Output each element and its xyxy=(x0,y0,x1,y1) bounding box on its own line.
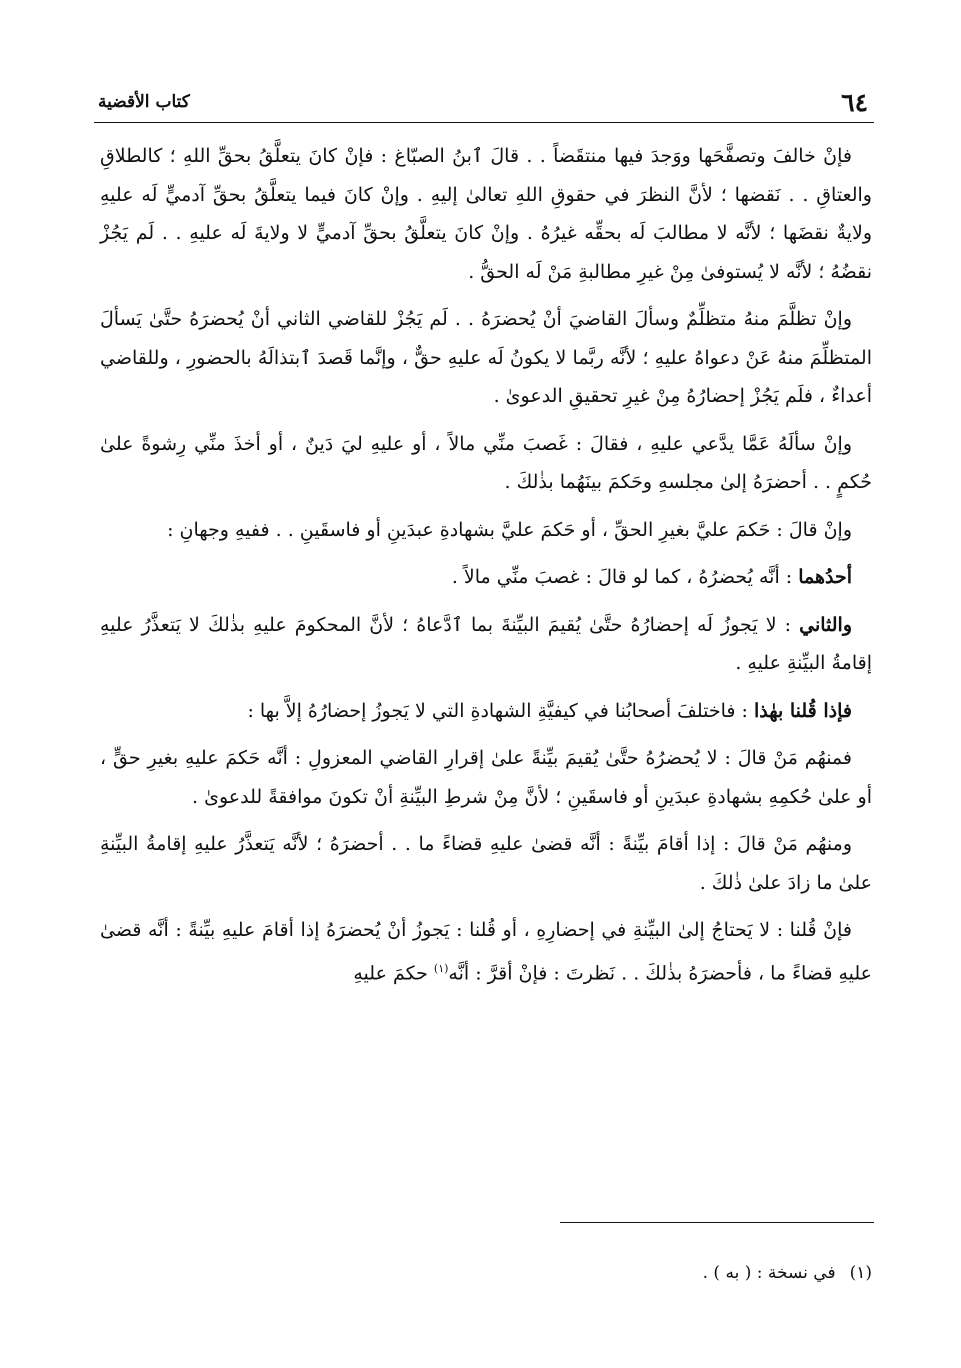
page-header xyxy=(94,82,874,123)
footnote-divider xyxy=(560,1222,874,1223)
paragraph xyxy=(100,300,872,416)
page-number: ٦٤ xyxy=(841,87,868,117)
footnote-mark: (١) xyxy=(849,1263,872,1283)
paragraph xyxy=(100,739,872,816)
paragraph-text: : فاختلفَ أصحابُنا في كيفيَّةِ الشهادةِ التي لا يَجوزُ إحضارُهُ إلاَّ بها : xyxy=(247,699,754,722)
paragraph xyxy=(100,825,872,902)
paragraph-text: وإنْ قالَ : حَكمَ عليَّ بغيرِ الحقِّ ، أو حَكمَ عليَّ بشهادةِ عبدَينِ أو فاسقَينِ . . ففيهِ وجهانِ : xyxy=(167,518,852,541)
footnote-reference[interactable]: (١) xyxy=(433,961,449,975)
paragraph xyxy=(100,425,872,502)
footnote xyxy=(480,1260,872,1286)
paragraph-text: فإنْ قُلنا : لا يَحتاجُ إلىٰ البيِّنةِ في إحضارِهِ ، أو قُلنا : يَجوزُ أنْ يُحضرَهُ إذا أقامَ عليهِ بيِّنةً : أنَّه قضىٰ عليهِ قضاءً ما ، فأحضرَهُ بذٰلكَ . . نَظرتَ : فإنْ أقرَّ : أنَّه xyxy=(100,919,872,984)
paragraph-text: فإنْ خالفَ وتصفَّحَها ووَجدَ فيها منتقَضاً . . قالَ ٱبنُ الصبّاغ : فإنْ كانَ يتعلَّقُ بحقِّ اللهِ ؛ كالطلاقِ والعتاقِ . . نَقضها ؛ لأنَّ النظرَ في حقوقِ اللهِ تعالىٰ إليهِ . وإنْ كانَ فيما يتعلَّقُ بحقِّ آدميٍّ لَه عليهِ ولايةٌ نقضَها ؛ لأنَّه لا مطالبَ لَه بحقِّه غيرُهُ . وإنْ كانَ يتعلَّقُ بحقِّ آدميٍّ لا ولايةَ لَه عليهِ . . لَم يَجُزْ نقضُهُ ؛ لأنَّه لا يُستوفىٰ مِنْ غيرِ مطالبةِ مَنْ لَه الحقُّ . xyxy=(100,145,872,283)
paragraph xyxy=(100,137,872,291)
main-text xyxy=(100,137,872,1001)
paragraph-text: : لا يَجوزُ لَه إحضارُهُ حتَّىٰ يُقيمَ البيِّنةَ بما ٱدَّعاهُ ؛ لأنَّ المحكومَ عليهِ بذٰلكَ لا يَتعذَّرُ عليهِ إقامةُ البيِّنةِ عليهِ . xyxy=(100,613,872,674)
paragraph xyxy=(100,692,872,731)
paragraph xyxy=(100,558,872,597)
paragraph xyxy=(100,606,872,683)
paragraph-lead: والثاني xyxy=(799,613,852,636)
paragraph-text: وإنْ سألَهُ عَمَّا يدَّعي عليهِ ، فقالَ : غَصبَ منِّي مالاً ، أو عليهِ ليَ دَينٌ ، أو أخذَ منِّي رِشوةً علىٰ حُكمٍ . . أحضرَهُ إلىٰ مجلسهِ وحَكمَ بينَهُما بذٰلكَ . xyxy=(100,432,872,493)
paragraph xyxy=(100,911,872,992)
footnote-text: في نسخة : ( به ) . xyxy=(702,1263,836,1283)
paragraph-lead: أحدُهما xyxy=(798,566,852,588)
paragraph-text: : أنَّه يُحضرُهُ ، كما لو قالَ : غصبَ منِّي مالاً . xyxy=(451,566,799,588)
paragraph-text: وإنْ تظلَّمَ منهُ متظلِّمٌ وسألَ القاضيَ أنْ يُحضرَهُ . . لَم يَجُزْ للقاضي الثاني أنْ يُحضرَهُ حتَّىٰ يَسألَ المتظلِّمَ منهُ عَنْ دعواهُ عليهِ ؛ لأنَّه ربَّما لا يكونُ لَه عليهِ حقٌّ ، وإنَّما قَصدَ ٱبتذالَهُ بالحضورِ ، وللقاضي أعداءٌ ، فلَم يَجُزْ إحضارُهُ مِنْ غيرِ تحقيقِ الدعوىٰ . xyxy=(100,308,872,407)
paragraph-text: فمنهُم مَنْ قالَ : لا يُحضرُهُ حتَّىٰ يُقيمَ بيِّنةً علىٰ إقرارِ القاضي المعزولِ : أنَّه حَكمَ عليهِ بغيرِ حقٍّ ، أو علىٰ حُكمِهِ بشهادةِ عبدَينِ أو فاسقَينِ ؛ لأنَّ مِنْ شرطِ البيِّنةِ أنْ تكونَ موافقةً للدعوىٰ . xyxy=(100,747,872,808)
paragraph-lead: فإذا قُلنا بهٰذا xyxy=(753,699,852,722)
paragraph xyxy=(100,511,872,550)
paragraph-text-tail: حكمَ عليهِ xyxy=(353,961,434,984)
paragraph-text: ومنهُم مَنْ قالَ : إذا أقامَ بيِّنةً : أنَّه قضىٰ عليهِ قضاءً ما . . أحضرَهُ ؛ لأنَّه يَتعذَّرُ عليهِ إقامةُ البيِّنةِ علىٰ ما زادَ علىٰ ذٰلكَ . xyxy=(100,833,872,894)
running-title: كتاب الأقضية xyxy=(98,92,190,112)
